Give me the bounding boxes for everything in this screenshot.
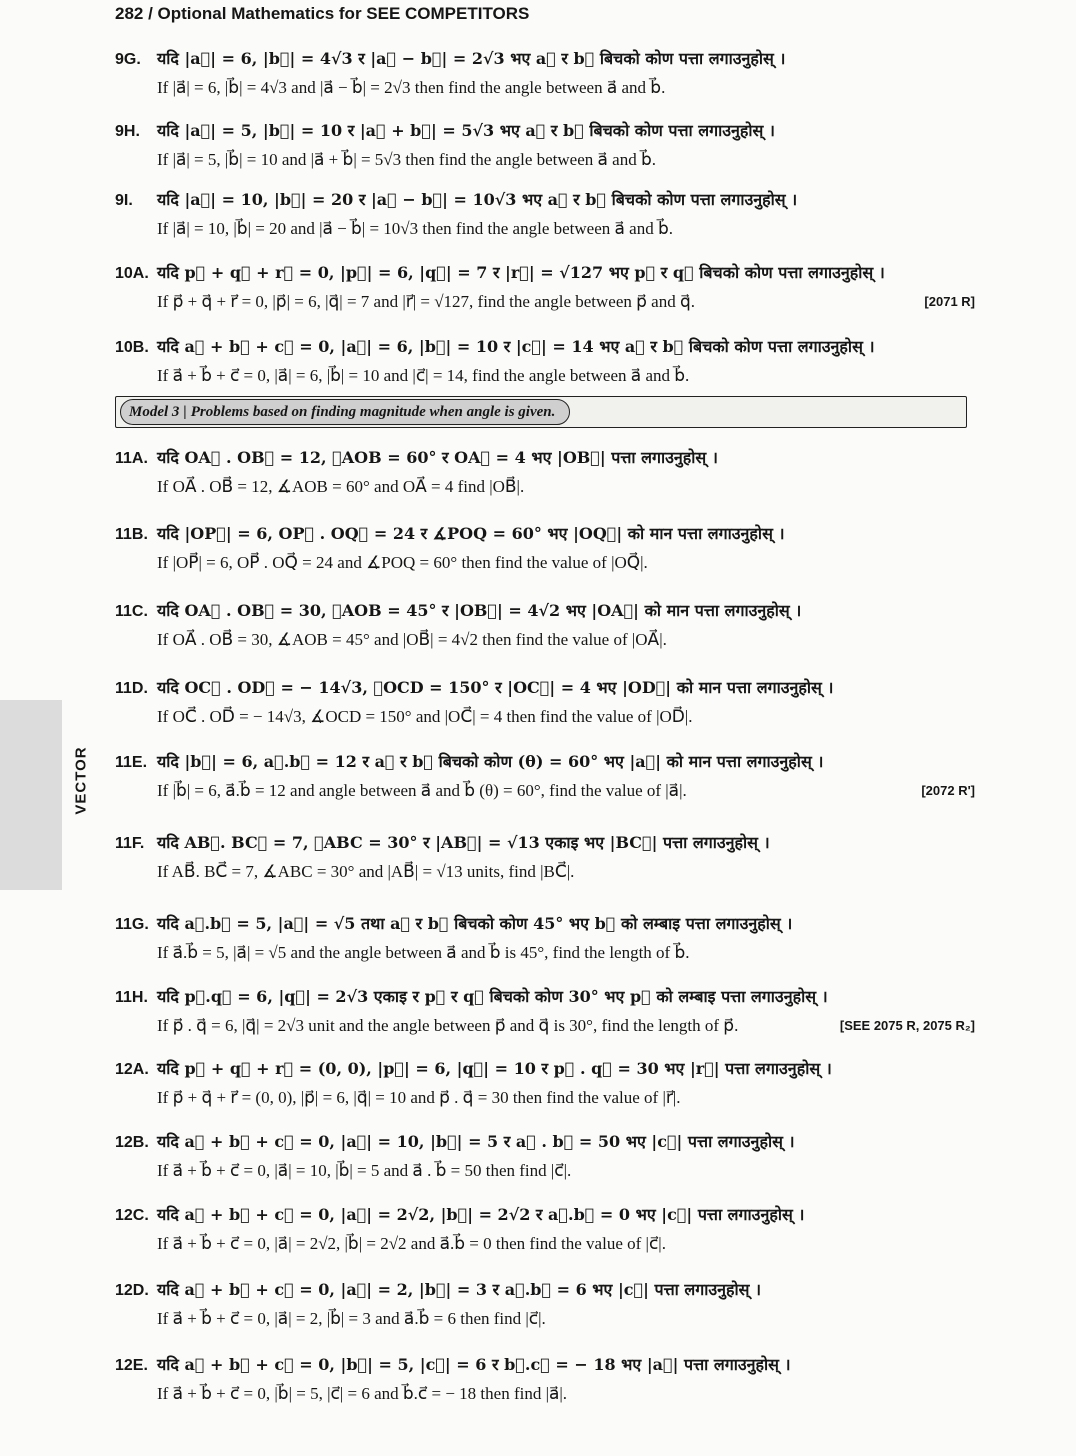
problem-number: 11C. — [115, 603, 148, 620]
problem-number: 11B. — [115, 526, 148, 543]
exam-year-tag: [SEE 2075 R, 2075 R₂] — [839, 1018, 975, 1033]
problem-text-nepali: यदि OA⃗ . OB⃗ = 12, ∡AOB = 60° र OA⃗ = 4 भए |OB⃗| पत्ता लगाउनुहोस् । — [157, 448, 718, 467]
problem-11c — [115, 596, 975, 654]
problem-text-nepali: यदि |a⃗| = 10, |b⃗| = 20 र |a⃗ − b⃗| = 10√3 भए a⃗ र b⃗ बिचको कोण पत्ता लगाउनुहोस् । — [157, 190, 798, 209]
problem-11g — [115, 909, 975, 967]
problem-12b — [115, 1127, 975, 1185]
problem-9g — [115, 44, 975, 102]
problem-10a — [115, 258, 975, 316]
problem-number: 11E. — [115, 754, 148, 771]
problem-number: 10B. — [115, 339, 149, 356]
problem-text-english: If OC⃗ . OD⃗ = − 14√3, ∡OCD = 150° and |OC⃗| = 4 then find the value of |OD⃗|. — [157, 707, 693, 726]
model-heading-bar — [115, 396, 967, 428]
exam-year-tag: [2071 R] — [924, 294, 975, 309]
exam-year-tag: [2072 R'] — [921, 783, 975, 798]
problem-text-english: If a⃗ + b⃗ + c⃗ = 0, |b⃗| = 5, |c⃗| = 6 and b⃗.c⃗ = − 18 then find |a⃗|. — [157, 1384, 568, 1403]
problem-9h — [115, 116, 975, 174]
problem-12e — [115, 1350, 975, 1408]
problem-number: 12B. — [115, 1134, 149, 1151]
problem-number: 11F. — [115, 835, 145, 852]
problem-text-english: If a⃗ + b⃗ + c⃗ = 0, |a⃗| = 6, |b⃗| = 10 and |c⃗| = 14, find the angle between a⃗ and b⃗. — [157, 366, 690, 385]
problem-text-nepali: यदि a⃗ + b⃗ + c⃗ = 0, |a⃗| = 2√2, |b⃗| = 2√2 र a⃗.b⃗ = 0 भए |c⃗| पत्ता लगाउनुहोस् । — [157, 1205, 805, 1224]
page-header: 282 / Optional Mathematics for SEE COMPETITORS — [115, 4, 530, 23]
problem-number: 12C. — [115, 1207, 149, 1224]
problem-text-nepali: यदि a⃗.b⃗ = 5, |a⃗| = √5 तथा a⃗ र b⃗ बिचको कोण 45° भए b⃗ को लम्बाइ पत्ता लगाउनुहोस् । — [157, 914, 793, 933]
problem-text-nepali: यदि OA⃗ . OB⃗ = 30, ∡AOB = 45° र |OB⃗| = 4√2 भए |OA⃗| को मान पत्ता लगाउनुहोस् । — [157, 601, 802, 620]
problem-text-nepali: यदि p⃗ + q⃗ + r⃗ = 0, |p⃗| = 6, |q⃗| = 7 र |r⃗| = √127 भए p⃗ र q⃗ बिचको कोण पत्ता लगाउनुहोस् । — [157, 263, 885, 282]
problem-text-nepali: यदि |b⃗| = 6, a⃗.b⃗ = 12 र a⃗ र b⃗ बिचको कोण (θ) = 60° भए |a⃗| को मान पत्ता लगाउनुहोस् । — [157, 752, 824, 771]
problem-text-english: If |a⃗| = 5, |b⃗| = 10 and |a⃗ + b⃗| = 5√3 then find the angle between a⃗ and b⃗. — [157, 150, 657, 169]
problem-11b — [115, 519, 975, 577]
problem-text-nepali: यदि a⃗ + b⃗ + c⃗ = 0, |a⃗| = 6, |b⃗| = 10 र |c⃗| = 14 भए a⃗ र b⃗ बिचको कोण पत्ता लगाउनुहोस् । — [157, 337, 875, 356]
side-margin-band — [0, 700, 62, 890]
section-side-tab — [68, 735, 94, 825]
problem-text-english: If |OP⃗| = 6, OP⃗ . OQ⃗ = 24 and ∡POQ = 60° then find the value of |OQ⃗|. — [157, 553, 648, 572]
problem-text-english: If a⃗ + b⃗ + c⃗ = 0, |a⃗| = 2√2, |b⃗| = 2√2 and a⃗.b⃗ = 0 then find the value of |c⃗|. — [157, 1234, 666, 1253]
problem-text-english: If AB⃗. BC⃗ = 7, ∡ABC = 30° and |AB⃗| = √13 units, find |BC⃗|. — [157, 862, 575, 881]
problem-number: 11D. — [115, 680, 148, 697]
problem-text-english: If p⃗ . q⃗ = 6, |q⃗| = 2√3 unit and the angle between p⃗ and q⃗ is 30°, find the length of p⃗. — [157, 1016, 739, 1035]
problem-number: 12A. — [115, 1061, 149, 1078]
problem-11e — [115, 747, 975, 805]
problem-text-nepali: यदि a⃗ + b⃗ + c⃗ = 0, |a⃗| = 10, |b⃗| = 5 र a⃗ . b⃗ = 50 भए |c⃗| पत्ता लगाउनुहोस् । — [157, 1132, 795, 1151]
problem-text-nepali: यदि AB⃗. BC⃗ = 7, ∡ABC = 30° र |AB⃗| = √13 एकाइ भए |BC⃗| पत्ता लगाउनुहोस् । — [157, 833, 770, 852]
problem-11a — [115, 443, 975, 501]
problem-12a — [115, 1054, 975, 1112]
model-title: Problems based on finding magnitude when angle is given. — [190, 404, 556, 420]
problem-number: 10A. — [115, 265, 149, 282]
problem-text-english: If |a⃗| = 10, |b⃗| = 20 and |a⃗ − b⃗| = 10√3 then find the angle between a⃗ and b⃗. — [157, 219, 674, 238]
model-label: Model 3 — [129, 404, 180, 420]
problem-11h — [115, 982, 975, 1040]
problem-number: 9G. — [115, 51, 141, 68]
model-heading: Model 3 | Problems based on finding magnitude when angle is given. — [120, 399, 570, 425]
problem-number: 12E. — [115, 1357, 148, 1374]
problem-12c — [115, 1200, 975, 1258]
problem-text-english: If OA⃗ . OB⃗ = 12, ∡AOB = 60° and OA⃗ = 4 find |OB⃗|. — [157, 477, 525, 496]
problem-number: 9I. — [115, 192, 133, 209]
problem-number: 9H. — [115, 123, 140, 140]
problem-text-english: If a⃗ + b⃗ + c⃗ = 0, |a⃗| = 10, |b⃗| = 5 and a⃗ . b⃗ = 50 then find |c⃗|. — [157, 1161, 572, 1180]
problem-number: 12D. — [115, 1282, 149, 1299]
problem-text-nepali: यदि p⃗.q⃗ = 6, |q⃗| = 2√3 एकाइ र p⃗ र q⃗ बिचको कोण 30° भए p⃗ को लम्बाइ पत्ता लगाउनुहोस् । — [157, 987, 828, 1006]
problem-number: 11H. — [115, 989, 148, 1006]
problem-number: 11G. — [115, 916, 149, 933]
problem-text-nepali: यदि a⃗ + b⃗ + c⃗ = 0, |b⃗| = 5, |c⃗| = 6 र b⃗.c⃗ = − 18 भए |a⃗| पत्ता लगाउनुहोस् । — [157, 1355, 791, 1374]
problem-text-english: If |a⃗| = 6, |b⃗| = 4√3 and |a⃗ − b⃗| = 2√3 then find the angle between a⃗ and b⃗. — [157, 78, 666, 97]
problem-text-nepali: यदि OC⃗ . OD⃗ = − 14√3, ∡OCD = 150° र |OC⃗| = 4 भए |OD⃗| को मान पत्ता लगाउनुहोस् । — [157, 678, 834, 697]
problem-text-english: If a⃗.b⃗ = 5, |a⃗| = √5 and the angle between a⃗ and b⃗ is 45°, find the length of b⃗. — [157, 943, 690, 962]
problem-text-english: If |b⃗| = 6, a⃗.b⃗ = 12 and angle between a⃗ and b⃗ (θ) = 60°, find the value of |a⃗|. — [157, 781, 687, 800]
problem-text-nepali: यदि |OP⃗| = 6, OP⃗ . OQ⃗ = 24 र ∡POQ = 60° भए |OQ⃗| को मान पत्ता लगाउनुहोस् । — [157, 524, 785, 543]
problem-11f — [115, 828, 975, 886]
problem-text-english: If p⃗ + q⃗ + r⃗ = 0, |p⃗| = 6, |q⃗| = 7 and |r⃗| = √127, find the angle between p⃗ and q⃗. — [157, 292, 696, 311]
section-side-label: VECTOR — [72, 745, 90, 815]
problem-text-nepali: यदि |a⃗| = 6, |b⃗| = 4√3 र |a⃗ − b⃗| = 2√3 भए a⃗ र b⃗ बिचको कोण पत्ता लगाउनुहोस् । — [157, 49, 786, 68]
problem-text-english: If a⃗ + b⃗ + c⃗ = 0, |a⃗| = 2, |b⃗| = 3 and a⃗.b⃗ = 6 then find |c⃗|. — [157, 1309, 546, 1328]
problem-10b — [115, 332, 975, 390]
problem-12d — [115, 1275, 975, 1333]
problem-text-english: If p⃗ + q⃗ + r⃗ = (0, 0), |p⃗| = 6, |q⃗| = 10 and p⃗ . q⃗ = 30 then find the value of |r⃗|. — [157, 1088, 681, 1107]
problem-9i — [115, 185, 975, 243]
problem-number: 11A. — [115, 450, 148, 467]
problem-text-nepali: यदि |a⃗| = 5, |b⃗| = 10 र |a⃗ + b⃗| = 5√3 भए a⃗ र b⃗ बिचको कोण पत्ता लगाउनुहोस् । — [157, 121, 775, 140]
problem-11d — [115, 673, 975, 731]
problem-text-english: If OA⃗ . OB⃗ = 30, ∡AOB = 45° and |OB⃗| = 4√2 then find the value of |OA⃗|. — [157, 630, 667, 649]
problem-text-nepali: यदि p⃗ + q⃗ + r⃗ = (0, 0), |p⃗| = 6, |q⃗| = 10 र p⃗ . q⃗ = 30 भए |r⃗| पत्ता लगाउनुहोस् । — [157, 1059, 832, 1078]
problem-text-nepali: यदि a⃗ + b⃗ + c⃗ = 0, |a⃗| = 2, |b⃗| = 3 र a⃗.b⃗ = 6 भए |c⃗| पत्ता लगाउनुहोस् । — [157, 1280, 762, 1299]
